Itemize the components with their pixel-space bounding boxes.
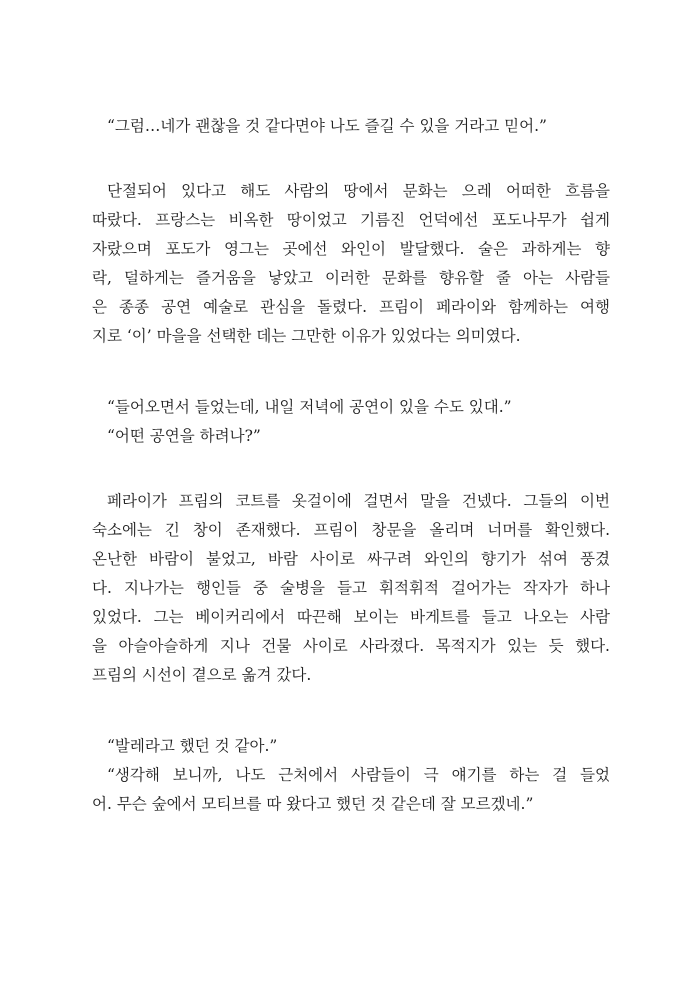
text-line: 을 아슬아슬하게 지나 건물 사이로 사라졌다. 목적지가 있는 듯 했다. [92,637,610,655]
text-line: 단절되어 있다고 해도 사람의 땅에서 문화는 으레 어떠한 흐름을 [107,182,610,200]
text-line: 숙소에는 긴 창이 존재했다. 프림이 창문을 올리며 너머를 확인했다. [92,521,610,539]
text-line: “들어오면서 들었는데, 내일 저녁에 공연이 있을 수도 있대.” [107,398,512,416]
text-line: 어. 무슨 숲에서 모티브를 따 왔다고 했던 것 같은데 잘 모르겠네.” [92,795,534,813]
text-line: “생각해 보니까, 나도 근처에서 사람들이 극 얘기를 하는 걸 들었 [107,766,610,784]
text-line: 자랐으며 포도가 영그는 곳에선 와인이 발달했다. 술은 과하게는 향 [92,240,610,258]
text-line: 페라이가 프림의 코트를 옷걸이에 걸면서 말을 건넸다. 그들의 이번 [107,492,610,510]
text-line: 있었다. 그는 베이커리에서 따끈해 보이는 바게트를 들고 나오는 사람 [92,608,610,626]
text-line: “어떤 공연을 하려나?” [107,427,261,445]
text-line: 지로 ‘이’ 마을을 선택한 데는 그만한 이유가 있었다는 의미였다. [92,327,521,345]
text-line: 다. 지나가는 행인들 중 술병을 들고 휘적휘적 걸어가는 작자가 하나 [92,579,610,597]
text-line: “발레라고 했던 것 같아.” [107,737,278,755]
text-line: 따랐다. 프랑스는 비옥한 땅이었고 기름진 언덕에선 포도나무가 쉽게 [92,211,610,229]
text-line: 락, 덜하게는 즐거움을 낳았고 이러한 문화를 향유할 줄 아는 사람들 [92,269,610,287]
text-line: 은 종종 공연 예술로 관심을 돌렸다. 프림이 페라이와 함께하는 여행 [92,298,610,316]
text-line: “그럼…네가 괜찮을 것 같다면야 나도 즐길 수 있을 거라고 믿어.” [107,117,547,135]
text-line: 프림의 시선이 곁으로 옮겨 갔다. [92,666,312,684]
text-line: 온난한 바람이 불었고, 바람 사이로 싸구려 와인의 향기가 섞여 풍겼 [92,550,610,568]
